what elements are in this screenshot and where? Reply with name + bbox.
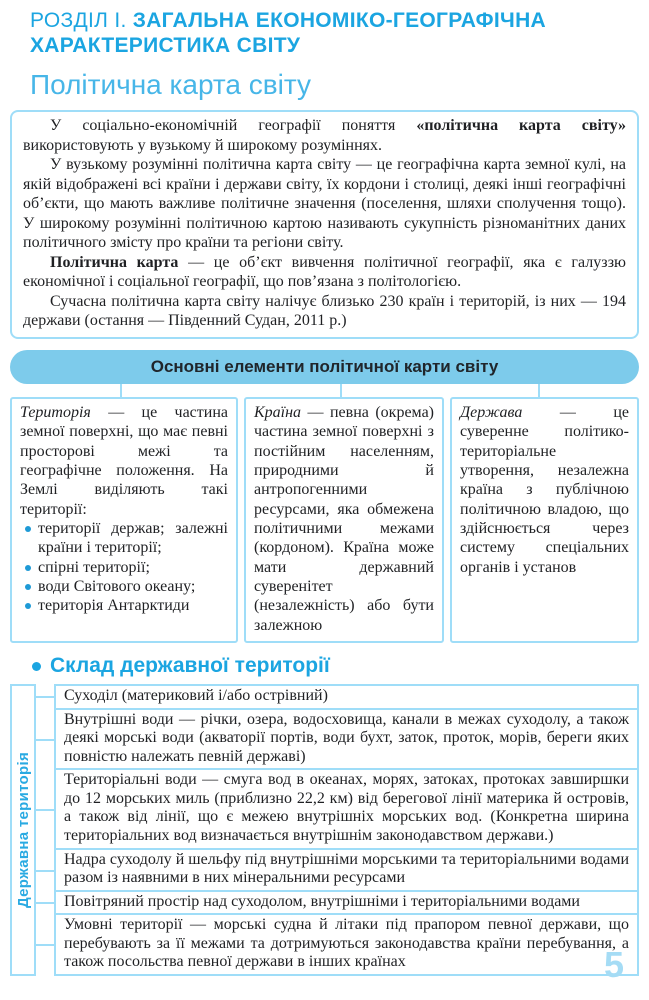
intro-paragraph: Політична карта — це об’єкт вивчення політичної географії, яка є галуззю економічної і соціальної географії, що пов’язана з політологією. [23, 253, 627, 291]
definition-country: Країна — певна (окрема) частина земної поверхні з постійним населенням, природними й антропогенними ресурсами, яка обмежена політичними межами (кордоном). Країна може мати державний суверенітет (незалежність) або бути залежною [244, 397, 444, 643]
diagram-row: Умовні території — морські судна й літаки під прапором певної держави, що перебувають за її межами та дотримуються законодавства країни перебування, а також посольства певної держави в інших країнах [36, 915, 639, 976]
section-title: Політична карта світу [30, 69, 311, 101]
term-country: Країна [254, 403, 302, 421]
term-state: Держава [460, 403, 523, 421]
diagram-row: Повітряний простір над суходолом, внутрішніми і територіальними водами [36, 892, 639, 916]
definition-columns [10, 397, 639, 643]
section-bullet-icon [32, 662, 41, 671]
definition-state: Держава — це суверенне політико-територіальне утворення, незалежна країна з публічною політичною владою, що здійснюється через систему спеціальних органів і установ [450, 397, 639, 643]
connector-line [340, 384, 342, 397]
diagram-row: Надра суходолу й шельфу під внутрішніми морськими та територіальними водами разом із наявними в них мінеральними ресурсами [36, 850, 639, 892]
state-territory-diagram [10, 684, 639, 976]
list-item: спірні території; [20, 558, 228, 577]
bullet-dot-icon [25, 603, 31, 609]
chapter-kicker: РОЗДІЛ І. [30, 9, 127, 32]
list-item: територія Антарктиди [20, 596, 228, 615]
connector-line [36, 809, 54, 811]
intro-paragraph: У соціально-економічній географії поняття «політична карта світу» використовують у вузькому й широкому розуміннях. [23, 117, 626, 154]
bullet-dot-icon [25, 526, 31, 532]
connector-line [36, 696, 54, 698]
territory-list [20, 519, 228, 616]
side-label: Державна територія [14, 751, 32, 908]
list-item: території держав; залежні країни і території; [20, 519, 228, 558]
intro-text-box [10, 110, 639, 339]
bullet-dot-icon [25, 565, 31, 571]
connector-line [36, 870, 54, 872]
intro-paragraph: Сучасна політична карта світу налічує близько 230 країн і територій, із них — 194 держави (остання — Південний Судан, 2011 р.) [23, 292, 626, 330]
definition-territory: Територія — це частина земної поверхні, що має певні просторові межі та географічне положення. На Землі виділяють такі території: території держав; залежні країни і території; спірні території; води Світового океану; територія Антарктиди [10, 397, 238, 643]
list-item: води Світового океану; [20, 577, 228, 596]
chapter-title [30, 8, 623, 58]
connector-line [36, 944, 54, 946]
connector-line [538, 384, 540, 397]
connector-line [36, 739, 54, 741]
elements-banner: Основні елементи політичної карти світу [10, 350, 639, 384]
side-label-box [10, 684, 36, 976]
diagram-rows [36, 684, 639, 976]
banner-connectors [10, 384, 639, 397]
diagram-row: Територіальні води — смуга вод в океанах, морях, затоках, протоках завширшки до 12 морських миль (приблизно 22,2 км) від берегової лінії материка й островів, а також від лінії, що є межею внутрішніх морських вод. (Конкретна ширина територіальних вод визначається внутрішнім законодавством держави.) [36, 770, 639, 849]
chapter-title-text: ЗАГАЛЬНА ЕКОНОМІКО-ГЕОГРАФІЧНА ХАРАКТЕРИСТИКА СВІТУ [30, 9, 546, 58]
term-territory: Територія [20, 403, 91, 421]
page-number: 5 [603, 944, 624, 985]
composition-heading: Склад державної території [32, 654, 649, 678]
diagram-row: Суходіл (материковий і/або острівний) [36, 684, 639, 710]
bullet-dot-icon [25, 584, 31, 590]
intro-paragraph: У вузькому розумінні політична карта світу — це географічна карта земної кулі, на якій відображені всі країни і держави світу, їх кордони і столиці, деякі інші географічні об’єкти, що мають важливе політичне значення (поселення, шляхи сполучення тощо). У широкому розумінні політичною картою називають сукупність різноманітних даних політичного змісту про країни та регіони світу. [23, 156, 626, 252]
diagram-row: Внутрішні води — річки, озера, водосховища, канали в межах суходолу, а також деякі морські води (акваторії портів, води бухт, заток, проток, морів, береги яких повністю належать певній державі) [36, 710, 639, 771]
connector-line [36, 902, 54, 904]
connector-line [120, 384, 122, 397]
